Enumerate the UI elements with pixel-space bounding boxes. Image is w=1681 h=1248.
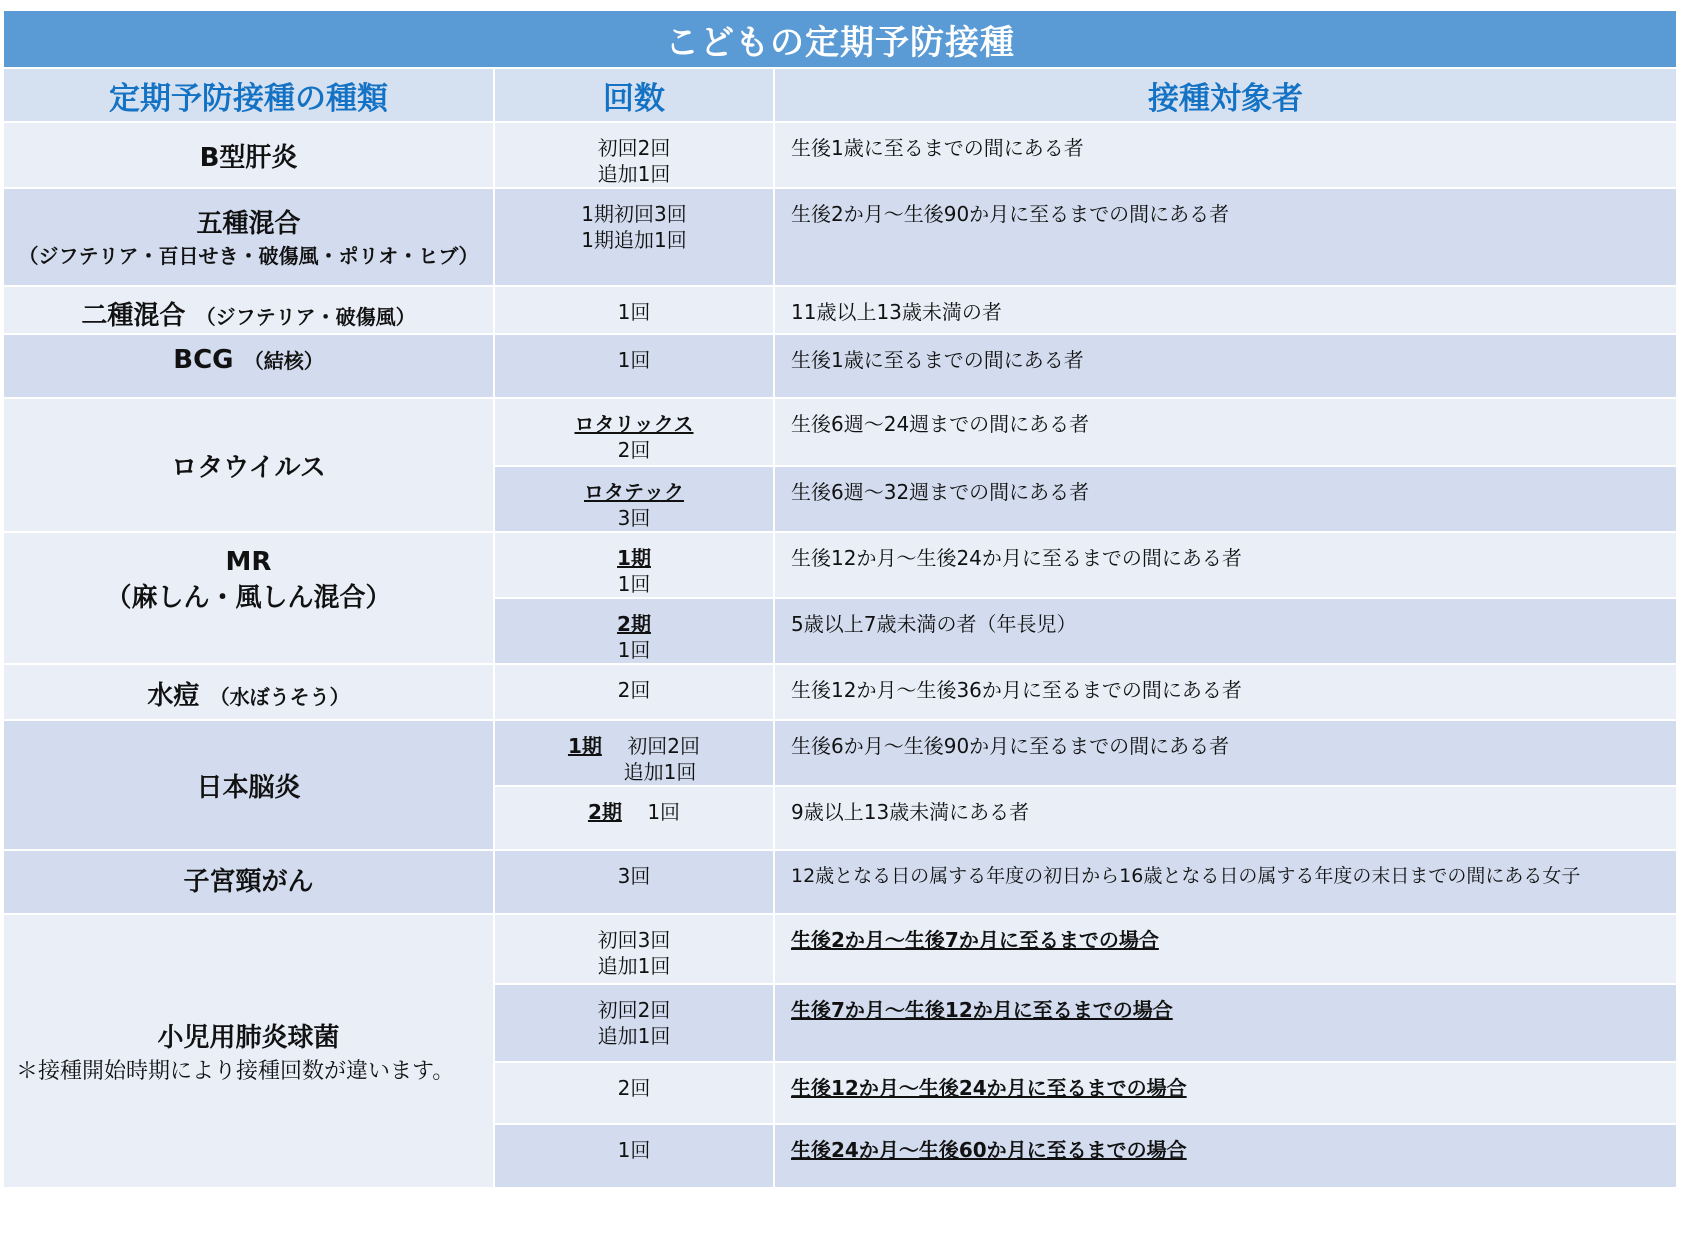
count-line: 2回 [617, 678, 651, 702]
count-line: 1回 [617, 348, 651, 372]
count-cell [494, 598, 774, 664]
count-cell [494, 466, 774, 532]
target-cell [774, 188, 1677, 286]
vaccine-subname: （ジフテリア・百日せき・破傷風・ポリオ・ヒブ） [18, 244, 479, 268]
vaccine-name: BCG [173, 345, 234, 375]
vaccine-subname: （麻しん・風しん混合） [105, 583, 392, 613]
vaccine-name: 水痘 [147, 681, 200, 711]
vaccine-name-cell [3, 720, 494, 850]
table-row [3, 914, 1677, 984]
count-line: 1回 [617, 638, 651, 662]
target-text: 12歳となる日の属する年度の初日から16歳となる日の属する年度の末日までの間にある女子 [791, 865, 1581, 887]
period-label: 2期 [617, 612, 651, 636]
target-cell [774, 398, 1677, 466]
count-line: 1期追加1回 [581, 228, 687, 252]
target-cell [774, 532, 1677, 598]
table-row [3, 286, 1677, 334]
count-cell [494, 786, 774, 850]
count-cell [494, 286, 774, 334]
period-label: 1期 [567, 734, 602, 758]
vaccine-subname: （水ぼうそう） [209, 685, 350, 709]
vaccine-name: ロタウイルス [171, 452, 326, 483]
vaccine-name: 子宮頸がん [183, 867, 314, 897]
vaccine-note: ＊接種開始時期により接種回数が違います。 [16, 1059, 455, 1084]
target-text: 5歳以上7歳未満の者（年長児） [791, 612, 1077, 636]
vaccine-name: 小児用肺炎球菌 [157, 1023, 340, 1053]
target-cell [774, 598, 1677, 664]
count-line: 2回 [617, 438, 651, 462]
target-text: 生後24か月～生後60か月に至るまでの場合 [791, 1138, 1187, 1162]
count-cell [494, 1124, 774, 1188]
target-cell [774, 1124, 1677, 1188]
count-line: 3回 [617, 864, 651, 888]
count-line: 3回 [617, 506, 651, 530]
vaccine-name-cell [3, 664, 494, 720]
count-cell [494, 188, 774, 286]
count-line: 追加1回 [597, 1024, 671, 1048]
count-cell [494, 532, 774, 598]
vaccine-subname: （ジフテリア・破傷風） [195, 305, 416, 329]
period-label: 1期 [617, 546, 651, 570]
vaccine-name: B型肝炎 [199, 143, 298, 173]
count-line: 初回2回 [597, 998, 671, 1022]
target-cell [774, 664, 1677, 720]
vaccination-table [2, 9, 1678, 1189]
target-text: 9歳以上13歳未満にある者 [791, 800, 1030, 824]
product-label: ロタテック [584, 480, 684, 504]
vaccine-name: 日本脳炎 [196, 772, 301, 803]
vaccine-name: 二種混合 [81, 301, 186, 331]
target-cell [774, 286, 1677, 334]
target-text: 生後6か月～生後90か月に至るまでの間にある者 [791, 734, 1230, 758]
count-line: 追加1回 [597, 954, 671, 978]
count-line: 1期初回3回 [581, 202, 687, 226]
vaccine-name-cell [3, 914, 494, 1188]
target-text: 生後7か月～生後12か月に至るまでの場合 [791, 998, 1173, 1022]
target-cell [774, 984, 1677, 1062]
table-row [3, 850, 1677, 914]
table-row [3, 398, 1677, 466]
target-text: 生後1歳に至るまでの間にある者 [791, 136, 1084, 160]
target-text: 生後2か月～生後7か月に至るまでの場合 [791, 928, 1159, 952]
count-line: 追加1回 [597, 162, 671, 186]
vaccine-name-cell [3, 532, 494, 664]
vaccine-name-cell [3, 122, 494, 188]
target-text: 生後12か月～生後24か月に至るまでの間にある者 [791, 546, 1242, 570]
target-cell [774, 334, 1677, 398]
target-cell [774, 786, 1677, 850]
product-label: ロタリックス [574, 412, 694, 436]
count-cell [494, 914, 774, 984]
count-line: 初回3回 [597, 928, 671, 952]
count-cell [494, 1062, 774, 1124]
table-row [3, 334, 1677, 398]
count-cell [494, 850, 774, 914]
count-line: 1回 [617, 1138, 651, 1162]
vaccine-name-cell [3, 286, 494, 334]
count-cell [494, 984, 774, 1062]
count-line: 1回 [617, 572, 651, 596]
table-title: こどもの定期予防接種 [3, 10, 1677, 68]
table-row [3, 720, 1677, 786]
count-cell [494, 664, 774, 720]
vaccine-name: 五種混合 [196, 209, 301, 239]
table-row [3, 532, 1677, 598]
header-row [3, 68, 1677, 122]
target-cell [774, 1062, 1677, 1124]
target-text: 生後6週～32週までの間にある者 [791, 480, 1090, 504]
count-cell [494, 720, 774, 786]
target-cell [774, 914, 1677, 984]
count-cell [494, 334, 774, 398]
header-count: 回数 [494, 68, 774, 122]
target-cell [774, 466, 1677, 532]
count-line: 初回2回 [597, 136, 671, 160]
table-row [3, 122, 1677, 188]
count-line: 追加1回 [623, 760, 697, 784]
table-row [3, 664, 1677, 720]
vaccine-name: MR [225, 547, 272, 577]
count-cell [494, 122, 774, 188]
target-cell [774, 122, 1677, 188]
header-type: 定期予防接種の種類 [3, 68, 494, 122]
table-row [3, 188, 1677, 286]
count-line: 初回2回 [627, 734, 701, 758]
target-cell [774, 720, 1677, 786]
target-cell [774, 850, 1677, 914]
header-target: 接種対象者 [774, 68, 1677, 122]
target-text: 生後12か月～生後36か月に至るまでの間にある者 [791, 678, 1242, 702]
target-text: 生後1歳に至るまでの間にある者 [791, 348, 1084, 372]
vaccine-name-cell [3, 850, 494, 914]
count-line: 1回 [617, 300, 651, 324]
count-line: 2回 [617, 1076, 651, 1100]
target-text: 生後2か月～生後90か月に至るまでの間にある者 [791, 202, 1230, 226]
vaccine-name-cell [3, 188, 494, 286]
vaccine-name-cell [3, 398, 494, 532]
period-label: 2期 [587, 800, 622, 824]
target-text: 生後6週～24週までの間にある者 [791, 412, 1090, 436]
count-line: 1回 [647, 800, 681, 824]
target-text: 11歳以上13歳未満の者 [791, 300, 1002, 324]
target-text: 生後12か月～生後24か月に至るまでの場合 [791, 1076, 1187, 1100]
vaccine-subname: （結核） [243, 349, 324, 373]
vaccine-name-cell [3, 334, 494, 398]
count-cell [494, 398, 774, 466]
